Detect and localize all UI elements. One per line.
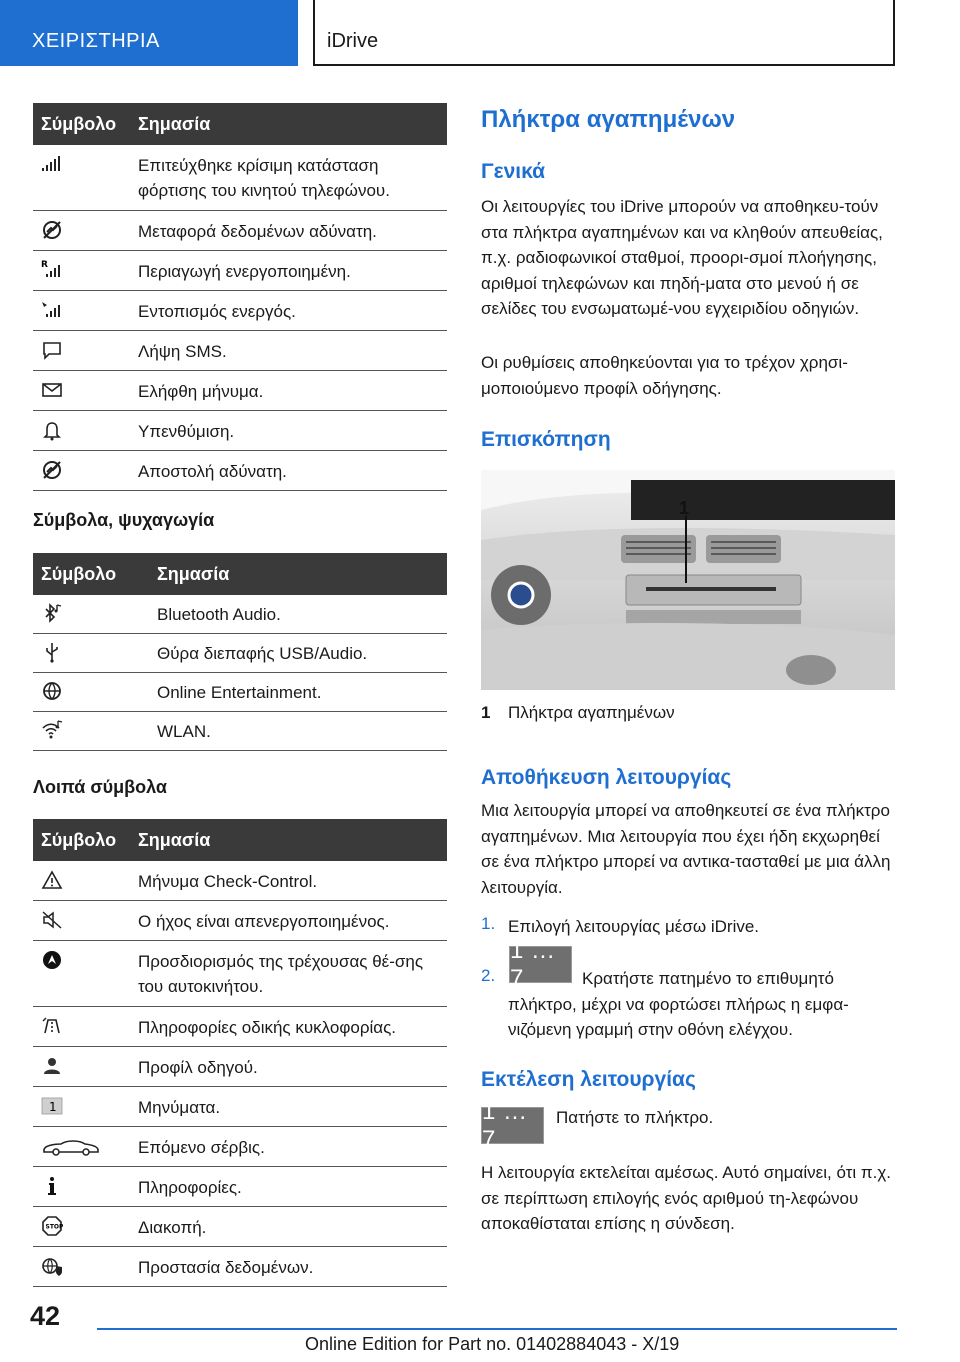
footer-rule	[97, 1328, 897, 1330]
store-paragraph: Μια λειτουργία μπορεί να αποθηκευτεί σε ένα πλήκτρο αγαπημένων. Μια λειτουργία που έχει ήδη εκχωρηθεί σε ένα πλήκτρο μπορεί να αντικα-τασταθεί με μια άλλη λειτουργία.	[481, 801, 891, 897]
col-meaning-header: Σημασία	[138, 829, 211, 850]
envelope-icon	[41, 379, 63, 401]
row-meaning: Προστασία δεδομένων.	[138, 1258, 314, 1277]
table-row	[33, 211, 447, 251]
wlan-icon	[41, 719, 63, 741]
car-service-icon	[41, 1135, 101, 1157]
transfer-blocked-icon	[41, 219, 63, 241]
table-row	[33, 145, 447, 211]
row-meaning: Περιαγωγή ενεργοποιημένη.	[138, 262, 351, 281]
row-meaning: Εντοπισμός ενεργός.	[138, 302, 296, 321]
table-row	[33, 595, 447, 634]
section-tab: ΧΕΙΡΙΣΤΗΡΙΑ	[0, 0, 298, 66]
step-1-text: Επιλογή λειτουργίας μέσω iDrive.	[508, 917, 760, 936]
stop-icon	[41, 1215, 63, 1237]
general-paragraph-2: Οι ρυθμίσεις αποθηκεύονται για το τρέχον χρησι-μοποιούμενο προφίλ οδήγησης.	[481, 353, 848, 398]
signal-bars-icon	[41, 153, 63, 175]
table-header	[33, 553, 447, 595]
other-symbols-subheading: Λοιπά σύμβολα	[33, 777, 167, 797]
warning-triangle-icon	[41, 869, 63, 891]
col-symbol-header: Σύμβολο	[41, 563, 117, 584]
bluetooth-audio-icon	[41, 602, 63, 624]
other-symbols-table	[33, 819, 447, 1287]
mute-icon	[41, 909, 63, 931]
store-heading: Αποθήκευση λειτουργίας	[481, 766, 732, 789]
svg-text:R: R	[41, 260, 48, 270]
footer-text: Online Edition for Part no. 01402884043 - X/19	[305, 1334, 680, 1354]
table-row	[33, 712, 447, 751]
table-row	[33, 371, 447, 411]
roaming-signal-icon	[41, 259, 63, 281]
row-meaning: Πληροφορίες οδικής κυκλοφορίας.	[138, 1018, 397, 1037]
page-number: 42	[30, 1301, 61, 1331]
execute-paragraph-1: Πατήστε το πλήκτρο.	[556, 1108, 714, 1127]
execute-paragraph-2: Η λειτουργία εκτελείται αμέσως. Αυτό σημαίνει, ότι π.χ. σε περίπτωση επιλογής ενός αριθμού τη-λεφώνου αποκαθίσταται επίσης η σύνδεση.	[481, 1163, 891, 1233]
table-row	[33, 1087, 447, 1127]
table-row	[33, 291, 447, 331]
table-row	[33, 941, 447, 1007]
table-row	[33, 251, 447, 291]
table-header	[33, 819, 447, 861]
entertainment-subheading: Σύμβολα, ψυχαγωγία	[33, 510, 215, 530]
col-symbol-header: Σύμβολο	[41, 829, 117, 850]
row-meaning: Ο ήχος είναι απενεργοποιημένος.	[138, 912, 390, 931]
position-icon	[41, 949, 63, 971]
col-meaning-header: Σημασία	[138, 113, 211, 134]
row-meaning: Μηνύματα.	[138, 1098, 221, 1117]
table-row	[33, 1167, 447, 1207]
chapter-title: iDrive	[313, 0, 895, 66]
entertainment-symbols-table	[33, 553, 447, 751]
row-meaning: Προφίλ οδηγού.	[138, 1058, 258, 1077]
data-protection-icon	[41, 1255, 63, 1277]
caption-text: Πλήκτρα αγαπημένων	[508, 703, 675, 722]
col-symbol-header: Σύμβολο	[41, 113, 117, 134]
location-signal-icon	[41, 299, 63, 321]
step-2-text: Κρατήστε πατημένο το επιθυμητό πλήκτρο, μέχρι να φορτώσει πλήρως η εμφα-νιζόμενη γραμμή στην οθόνη ελέγχου.	[508, 969, 849, 1039]
table-row	[33, 1047, 447, 1087]
general-paragraph-1: Οι λειτουργίες του iDrive μπορούν να αποθηκευ-τούν στα πλήκτρα αγαπημένων και να κληθούν απευθείας, π.χ. ραδιοφωνικοί σταθμοί, προορι-σμοί πλοήγησης, αριθμοί τηλεφώνων και πηδή-ματα στο μενού ή σε σελίδες του ενσωματωμέ-νου εγχειριδίου οδηγιών.	[481, 197, 883, 318]
row-meaning: Διακοπή.	[138, 1218, 207, 1237]
table-row	[33, 1207, 447, 1247]
step-2-number: 2.	[481, 966, 496, 985]
row-meaning: Ελήφθη μήνυμα.	[138, 382, 264, 401]
send-blocked-icon	[41, 459, 63, 481]
bell-icon	[41, 419, 63, 441]
row-meaning: Υπενθύμιση.	[138, 422, 235, 441]
row-meaning: Επόμενο σέρβις.	[138, 1138, 265, 1157]
table-row	[33, 451, 447, 491]
step-1-number: 1.	[481, 914, 496, 933]
caption-number: 1	[481, 703, 491, 722]
row-meaning: Θύρα διεπαφής USB/Audio.	[157, 644, 368, 663]
row-meaning: Λήψη SMS.	[138, 342, 227, 361]
table-row	[33, 1127, 447, 1167]
general-heading: Γενικά	[481, 160, 546, 183]
favorite-keys-button-2: 1 ... 7	[481, 1107, 544, 1144]
table-row	[33, 1007, 447, 1047]
table-row	[33, 861, 447, 901]
table-row	[33, 1247, 447, 1287]
execute-heading: Εκτέλεση λειτουργίας	[481, 1068, 696, 1091]
overview-heading: Επισκόπηση	[481, 428, 611, 451]
dashboard-photo	[481, 470, 895, 690]
table-row	[33, 673, 447, 712]
row-meaning: Αποστολή αδύνατη.	[138, 462, 287, 481]
table-row	[33, 411, 447, 451]
row-meaning: Online Entertainment.	[157, 683, 322, 702]
table-row	[33, 634, 447, 673]
info-icon	[41, 1175, 63, 1197]
row-meaning: Επιτεύχθηκε κρίσιμη κατάσταση φόρτισης του κινητού τηλεφώνου.	[138, 156, 390, 200]
status-symbols-table	[33, 103, 447, 491]
sms-bubble-icon	[41, 339, 63, 361]
row-meaning: Προσδιορισμός της τρέχουσας θέ-σης του αυτοκινήτου.	[138, 952, 424, 996]
messages-badge-icon	[41, 1095, 63, 1117]
row-meaning: Bluetooth Audio.	[157, 605, 281, 624]
col-meaning-header: Σημασία	[157, 563, 230, 584]
online-entertainment-icon	[41, 680, 63, 702]
table-row	[33, 331, 447, 371]
table-header	[33, 103, 447, 145]
traffic-info-icon	[41, 1015, 63, 1037]
favorite-keys-button: 1 ... 7	[509, 946, 572, 983]
driver-profile-icon	[41, 1055, 63, 1077]
table-row	[33, 901, 447, 941]
svg-text:STOP: STOP	[45, 1223, 63, 1231]
row-meaning: Μήνυμα Check-Control.	[138, 872, 318, 891]
usb-icon	[41, 641, 63, 663]
row-meaning: Πληροφορίες.	[138, 1178, 242, 1197]
svg-text:1: 1	[49, 1100, 57, 1114]
section-title: Πλήκτρα αγαπημένων	[481, 106, 736, 133]
photo-callout-number: 1	[679, 498, 690, 518]
row-meaning: WLAN.	[157, 722, 211, 741]
row-meaning: Μεταφορά δεδομένων αδύνατη.	[138, 222, 377, 241]
page-header	[0, 0, 960, 66]
